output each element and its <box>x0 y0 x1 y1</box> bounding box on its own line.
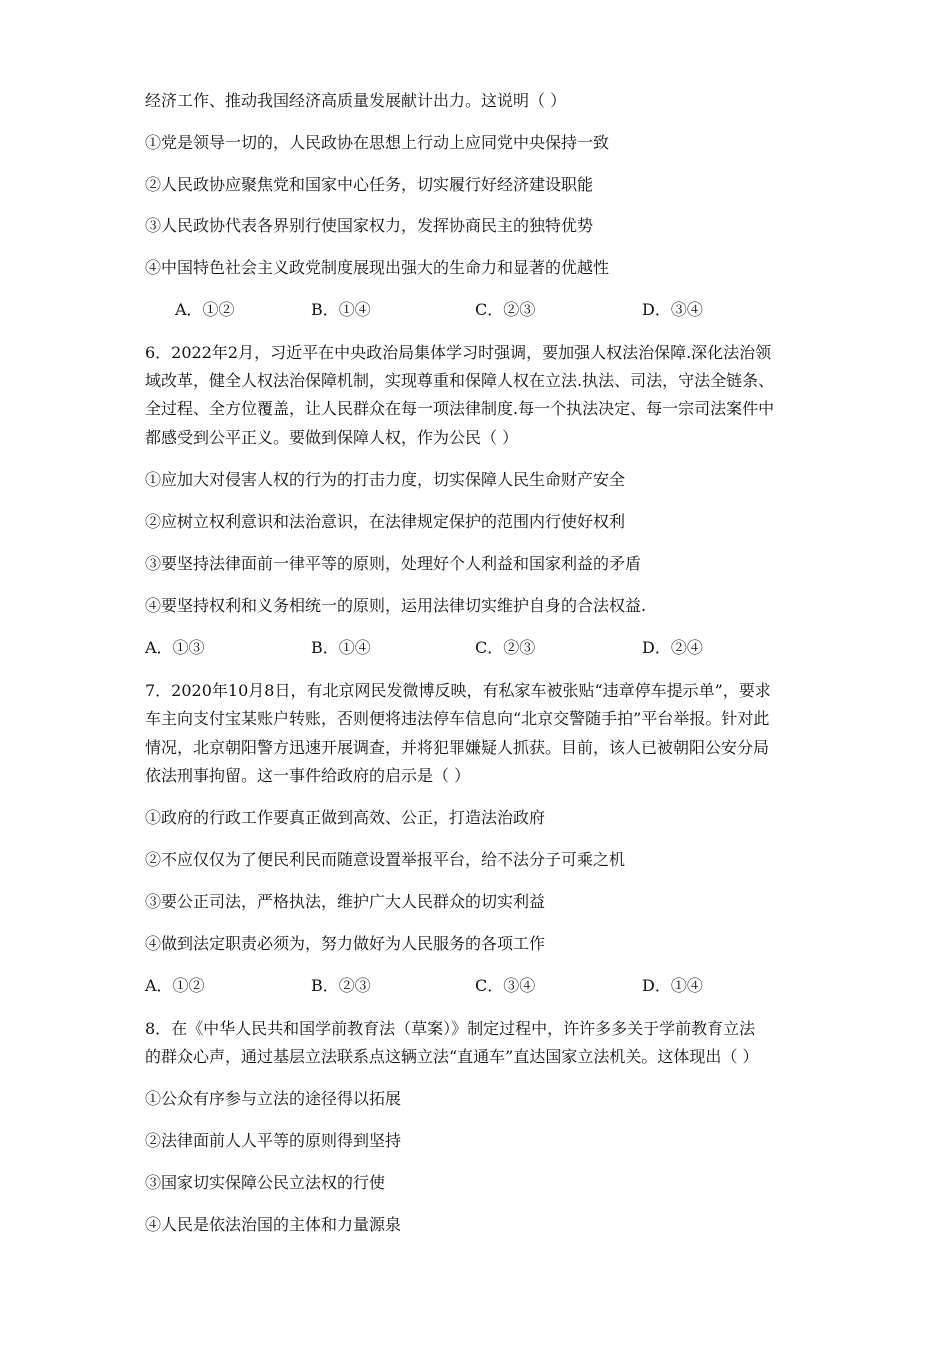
q6-option-d[interactable]: D．②④ <box>642 638 703 657</box>
q8-stem-line-2: 的群众心声，通过基层立法联系点这辆立法“直通车”直达国家立法机关。这体现出（ ） <box>145 1047 759 1066</box>
q7-stem-line-4: 依法刑事拘留。这一事件给政府的启示是（ ） <box>145 766 471 785</box>
q8-stem-line-1: 8．在《中华人民共和国学前教育法（草案）》制定过程中，许许多多关于学前教育立法 <box>145 1019 756 1038</box>
q7-option-b[interactable]: B．②③ <box>311 976 371 995</box>
q6-statement-1: ①应加大对侵害人权的行为的打击力度，切实保障人民生命财产安全 <box>145 470 626 489</box>
q6-options <box>145 638 825 658</box>
q5-option-a[interactable]: A．①② <box>175 300 235 319</box>
q7-options <box>145 976 825 996</box>
q6-option-a[interactable]: A．①③ <box>145 638 205 657</box>
q7-stem-line-1: 7．2020年10月8日，有北京网民发微博反映，有私家车被张贴“违章停车提示单”，要求 <box>145 681 771 700</box>
q5-options <box>145 300 825 320</box>
q5-statement-2: ②人民政协应聚焦党和国家中心任务，切实履行好经济建设职能 <box>145 175 594 194</box>
q7-stem-line-3: 情况，北京朝阳警方迅速开展调查，并将犯罪嫌疑人抓获。目前，该人已被朝阳公安分局 <box>145 738 770 757</box>
q5-stem: 经济工作、推动我国经济高质量发展献计出力。这说明（ ） <box>145 91 567 110</box>
q5-option-c[interactable]: C．②③ <box>475 300 536 319</box>
q7-statement-4: ④做到法定职责必须为，努力做好为人民服务的各项工作 <box>145 934 546 953</box>
q6-statement-4: ④要坚持权利和义务相统一的原则，运用法律切实维护自身的合法权益. <box>145 596 647 615</box>
q5-option-d[interactable]: D．③④ <box>642 300 703 319</box>
q6-stem-line-2: 域改革，健全人权法治保障机制，实现尊重和保障人权在立法.执法、司法，守法全链条、 <box>145 371 775 390</box>
q7-option-c[interactable]: C．③④ <box>475 976 536 995</box>
q6-stem-line-4: 都感受到公平正义。要做到保障人权，作为公民（ ） <box>145 428 519 447</box>
q5-statement-1: ①党是领导一切的，人民政协在思想上行动上应同党中央保持一致 <box>145 133 610 152</box>
q8-statement-3: ③国家切实保障公民立法权的行使 <box>145 1173 386 1192</box>
q6-statement-3: ③要坚持法律面前一律平等的原则，处理好个人利益和国家利益的矛盾 <box>145 554 642 573</box>
q7-option-a[interactable]: A．①② <box>145 976 205 995</box>
q7-stem-line-2: 车主向支付宝某账户转账，否则便将违法停车信息向“北京交警随手拍”平台举报。针对此 <box>145 709 770 728</box>
q6-stem-line-1: 6．2022年2月，习近平在中央政治局集体学习时强调，要加强人权法治保障.深化法治领 <box>145 343 772 362</box>
q6-statement-2: ②应树立权利意识和法治意识，在法律规定保护的范围内行使好权利 <box>145 512 626 531</box>
q5-option-b[interactable]: B．①④ <box>311 300 371 319</box>
q7-statement-1: ①政府的行政工作要真正做到高效、公正，打造法治政府 <box>145 808 546 827</box>
q7-statement-3: ③要公正司法，严格执法，维护广大人民群众的切实利益 <box>145 892 546 911</box>
q8-statement-2: ②法律面前人人平等的原则得到坚持 <box>145 1131 402 1150</box>
q7-statement-2: ②不应仅仅为了便民利民而随意设置举报平台，给不法分子可乘之机 <box>145 850 626 869</box>
q6-option-b[interactable]: B．①④ <box>311 638 371 657</box>
q7-option-d[interactable]: D．①④ <box>642 976 703 995</box>
q6-option-c[interactable]: C．②③ <box>475 638 536 657</box>
q6-stem-line-3: 全过程、全方位覆盖，让人民群众在每一项法律制度.每一个执法决定、每一宗司法案件中 <box>145 399 775 418</box>
q5-statement-3: ③人民政协代表各界别行使国家权力，发挥协商民主的独特优势 <box>145 216 594 235</box>
q8-statement-1: ①公众有序参与立法的途径得以拓展 <box>145 1089 402 1108</box>
q8-statement-4: ④人民是依法治国的主体和力量源泉 <box>145 1215 402 1234</box>
q5-statement-4: ④中国特色社会主义政党制度展现出强大的生命力和显著的优越性 <box>145 258 610 277</box>
